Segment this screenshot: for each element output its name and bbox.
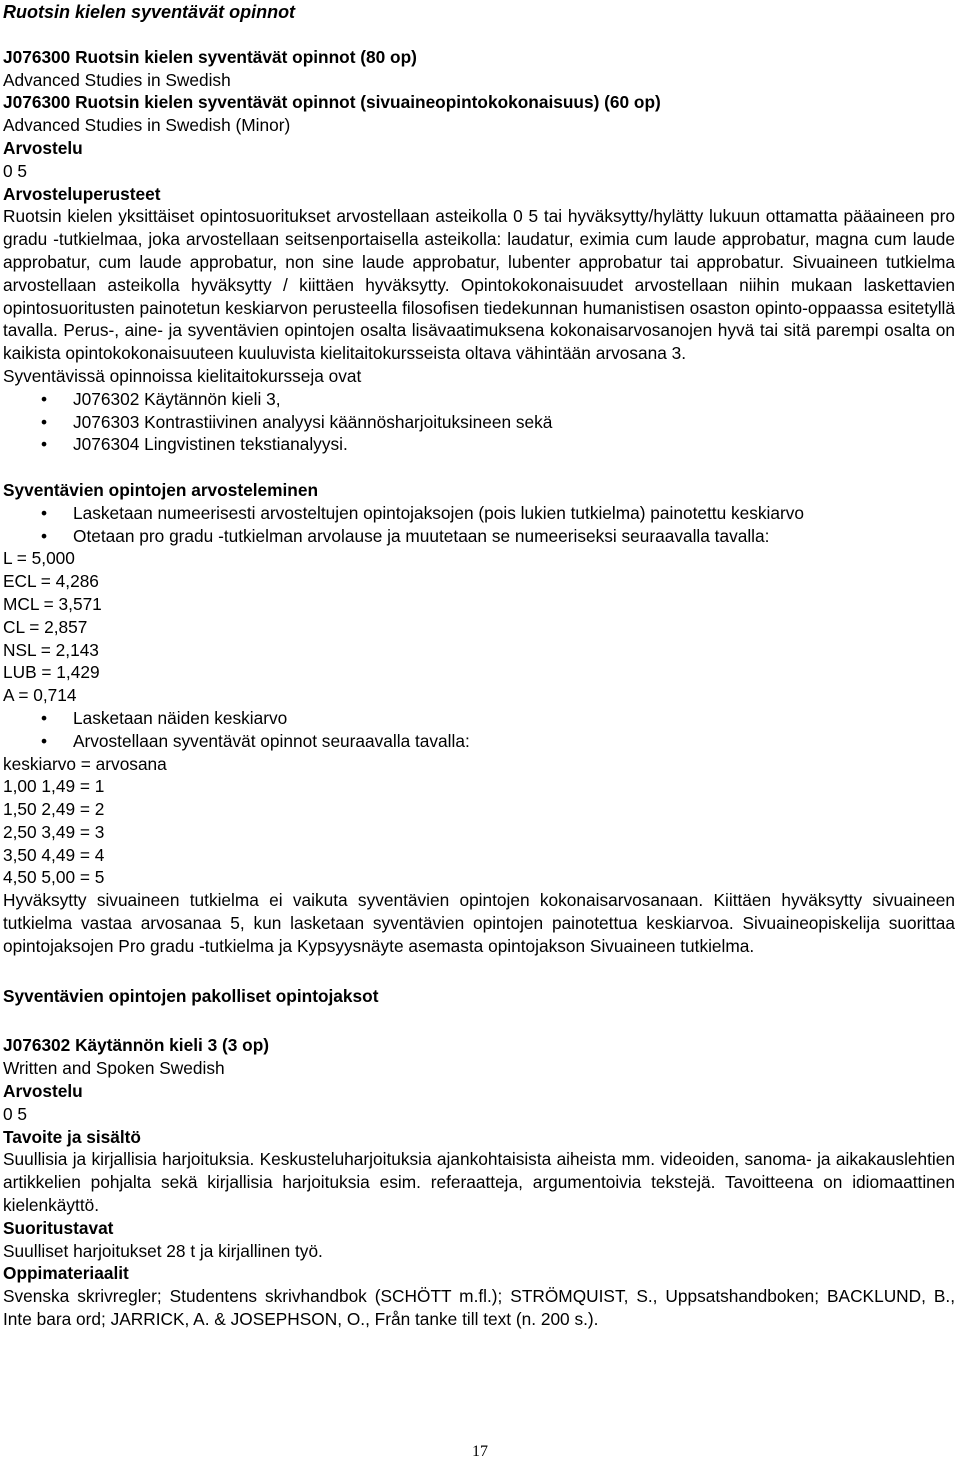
grade-conversion-row: LUB = 1,429	[3, 662, 100, 683]
grading-value: 0 5	[3, 160, 28, 181]
list-item: • Lasketaan näiden keskiarvo	[3, 707, 955, 730]
course-grading-label: Arvostelu	[3, 1081, 83, 1102]
grade-scale-row: 2,50 3,49 = 3	[3, 821, 105, 842]
grade-scale-row: 1,50 2,49 = 2	[3, 799, 105, 820]
grading-criteria-text: Ruotsin kielen yksittäiset opintosuoritukset arvostellaan asteikolla 0 5 tai hyväksytty/hylätty lukuun ottamatta pääaineen pro gradu -tutkielmaa, joka arvostellaan seitsenportaisella asteikolla: laudatur, eximia cum laude approbatur, magna cum laude approbatur, cum laude approbatur, non sine laude approbatur, lubenter approbatur tai approbatur. Sivuaineen tutkielma arvostellaan asteikolla hyväksytty / kiittäen hyväksytty. Opintokokonaisuudet arvostellaan niihin mukaan laskettavien opintosuoritusten painotetun keskiarvon perusteella filosofisen tiedekunnan humanistisen osaston opinto-oppaassa esitetyllä tavalla. Perus-, aine- ja syventävien opintojen osalta lisävaatimuksena kokonaisarvosanojen hyvä tai sitä parempi osalta on kaikista opintokokonaisuuteen kuuluvista kielitaitokursseista oltava vähintään arvosana 3.	[3, 206, 955, 364]
grade-scale-row: 4,50 5,00 = 5	[3, 867, 105, 888]
list-item: • J076304 Lingvistinen tekstianalyysi.	[3, 433, 955, 456]
section-heading-mandatory: Syventävien opintojen pakolliset opintojaksot	[3, 985, 379, 1006]
spacer	[3, 958, 955, 985]
list-item: • Arvostellaan syventävät opinnot seuraavalla tavalla:	[3, 730, 955, 753]
course-materials-text: Svenska skrivregler; Studentens skrivhandbok (SCHÖTT m.fl.); STRÖMQUIST, S., Uppsatshandboken; BACKLUND, B., Inte bara ord; JARRICK, A. & JOSEPHSON, O., Från tanke till text (n. 200 s.).	[3, 1286, 955, 1330]
grade-conversion-row: ECL = 4,286	[3, 571, 99, 592]
section-heading-assessment: Syventävien opintojen arvosteleminen	[3, 479, 318, 500]
spacer	[3, 1007, 955, 1034]
grade-scale-row: 3,50 4,49 = 4	[3, 844, 105, 865]
course-goal-text: Suullisia ja kirjallisia harjoituksia. Keskusteluharjoituksia ajankohtaisista aiheista mm. videoiden, sanoma- ja aikakauslehtien artikkelien pohjalta sekä kirjallisia harjoituksia esim. referaatteja, argumentoivia tekstejä. Tavoitteena on idiomaattinen kielenkäyttö.	[3, 1149, 955, 1216]
course-english-title: Written and Spoken Swedish	[3, 1058, 225, 1079]
grade-conversion-row: CL = 2,857	[3, 616, 88, 637]
grade-scale-row: keskiarvo = arvosana	[3, 753, 167, 774]
program-code-title: J076300 Ruotsin kielen syventävät opinnot (80 op)	[3, 46, 417, 67]
grade-conversion-row: NSL = 2,143	[3, 639, 99, 660]
minor-code-title: J076300 Ruotsin kielen syventävät opinnot (sivuaineopintokokonaisuus) (60 op)	[3, 92, 661, 113]
minor-english-title: Advanced Studies in Swedish (Minor)	[3, 115, 291, 136]
list-item: • J076303 Kontrastiivinen analyysi käännösharjoituksineen sekä	[3, 411, 955, 434]
spacer	[3, 456, 955, 479]
document-page	[3, 0, 955, 1331]
program-english-title: Advanced Studies in Swedish	[3, 69, 231, 90]
language-courses-list	[3, 388, 955, 456]
assessment-steps-list	[3, 502, 955, 548]
list-item: • Otetaan pro gradu -tutkielman arvolause ja muutetaan se numeeriseksi seuraavalla tavalla:	[3, 525, 955, 548]
minor-thesis-paragraph: Hyväksytty sivuaineen tutkielma ei vaikuta syventävien opintojen kokonaisarvosanaan. Kiittäen hyväksytty sivuaineen tutkielma vastaa arvosanaa 5, kun lasketaan syventävien opintojen painotettua keskiarvoa. Sivuaineopiskelija suorittaa opintojaksojen Pro gradu -tutkielma ja Kypsyysnäyte asemasta opintojakson Sivuaineen tutkielma.	[3, 890, 955, 956]
course-completion-label: Suoritustavat	[3, 1217, 114, 1238]
language-courses-intro: Syventävissä opinnoissa kielitaitokursseja ovat	[3, 365, 362, 386]
course-title: J076302 Käytännön kieli 3 (3 op)	[3, 1035, 270, 1056]
page-title: Ruotsin kielen syventävät opinnot	[3, 2, 296, 22]
page-number: 17	[472, 1443, 488, 1460]
list-item: • Lasketaan numeerisesti arvosteltujen opintojaksojen (pois lukien tutkielma) painotettu keskiarvo	[3, 502, 955, 525]
grading-criteria-label: Arvosteluperusteet	[3, 183, 161, 204]
grade-scale-row: 1,00 1,49 = 1	[3, 776, 105, 797]
grade-conversion-row: L = 5,000	[3, 548, 75, 569]
grade-conversion-row: A = 0,714	[3, 685, 77, 706]
assessment-steps-list-2	[3, 707, 955, 753]
grading-label: Arvostelu	[3, 137, 83, 158]
course-grading-value: 0 5	[3, 1103, 28, 1124]
course-completion-text: Suulliset harjoitukset 28 t ja kirjallinen työ.	[3, 1240, 323, 1261]
course-goal-label: Tavoite ja sisältö	[3, 1126, 141, 1147]
course-materials-label: Oppimateriaalit	[3, 1263, 129, 1284]
grade-conversion-row: MCL = 3,571	[3, 593, 102, 614]
spacer	[3, 23, 955, 46]
list-item: • J076302 Käytännön kieli 3,	[3, 388, 955, 411]
